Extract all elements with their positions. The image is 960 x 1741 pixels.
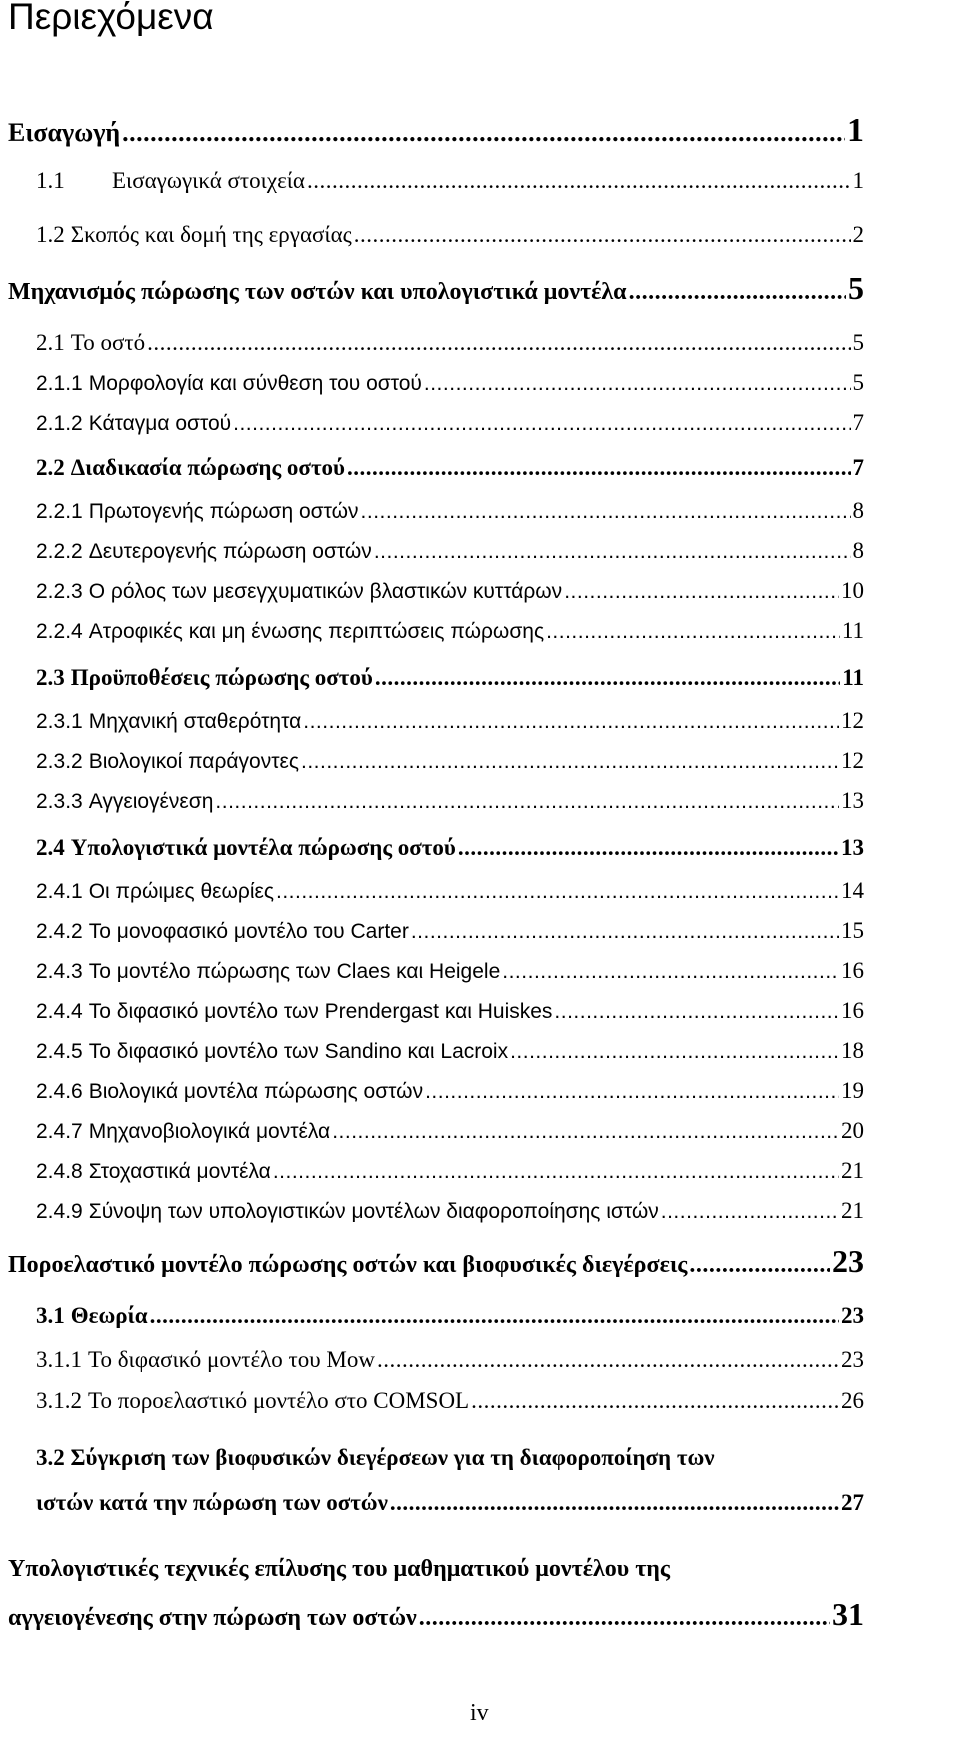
toc-entry-page: 13 [841,788,864,813]
toc-entry-subsection[interactable] [36,998,864,1024]
toc-entry-page: 16 [841,998,864,1023]
toc-entry-page: 5 [848,270,864,306]
toc-entry-number: 2.4.8 [36,1160,83,1183]
toc-entry-title: Εισαγωγικά στοιχεία [112,168,305,193]
toc-entry-number: 2.3.1 [36,710,83,733]
toc-entry-number: 1.2 [36,222,65,247]
toc-entry-page: 21 [841,1198,864,1223]
toc-entry-subsection[interactable] [36,410,864,436]
toc-entry-number: 2.4.2 [36,920,83,943]
toc-entry-page: 1 [847,112,864,149]
toc-entry-subsection[interactable] [36,878,864,904]
toc-entry-number: 3.1 [36,1303,65,1328]
toc-leader-dots [425,1080,839,1104]
page-title: Περιεχόμενα [8,0,214,37]
toc-entry-page: 23 [841,1347,864,1372]
toc-entry-title: Το ποροελαστικό μοντέλο στο COMSOL [88,1388,470,1413]
toc-entry-page: 1 [852,168,864,193]
toc-entry-title: Προϋποθέσεις πώρωσης οστού [70,665,373,690]
toc-leader-dots [502,960,839,984]
toc-entry-number: 2.4 [36,835,65,860]
toc-entry-title: Θεωρία [70,1303,148,1328]
toc-leader-dots [390,1490,839,1516]
toc-entry-title: Ο ρόλος των μεσεγχυματικών βλαστικών κυττάρων [88,580,563,603]
toc-entry-page: 15 [841,918,864,943]
toc-entry-page: 16 [841,958,864,983]
toc-leader-dots [301,750,839,774]
toc-entry-title: Μηχανισμός πώρωσης των οστών και υπολογιστικά μοντέλα [8,279,627,305]
toc-entry-subsection[interactable] [36,708,864,734]
toc-entry-subsection[interactable] [36,578,864,604]
toc-entry-title: Υπολογιστικά μοντέλα πώρωσης οστού [70,835,456,860]
toc-entry-page: 19 [841,1078,864,1103]
toc-leader-dots [661,1200,839,1224]
toc-entry-subsection[interactable] [36,788,864,814]
toc-entry-chapter[interactable] [8,1243,864,1280]
toc-entry-subsection[interactable] [36,1158,864,1184]
toc-entry-page: 27 [841,1490,864,1515]
toc-entry-subsection[interactable] [36,918,864,944]
toc-entry-subsection[interactable] [36,1118,864,1144]
toc-leader-dots [375,665,840,691]
toc-entry-title: Το διφασικό μοντέλο του Mow [88,1347,375,1372]
toc-entry-page: 5 [852,370,864,395]
toc-entry-subsection[interactable] [36,958,864,984]
toc-entry-number: 2.4.7 [36,1120,83,1143]
toc-entry-title: Σύνοψη των υπολογιστικών μοντέλων διαφοροποίησης ιστών [88,1200,659,1223]
toc-leader-dots [458,835,839,861]
toc-leader-dots [629,279,846,306]
toc-leader-dots [233,412,850,436]
toc-entry-number: 2.1.1 [36,372,83,395]
toc-entry-page: 8 [852,538,864,563]
toc-entry-subsection[interactable] [36,748,864,774]
toc-entry-subsection[interactable] [36,498,864,524]
toc-entry-title: Οι πρώιμες θεωρίες [88,880,274,903]
toc-entry-section[interactable] [36,835,864,861]
toc-entry-page: 13 [841,835,864,860]
toc-entry-page: 7 [852,410,864,435]
toc-leader-dots [354,222,851,248]
toc-entry-number: 2.3.2 [36,750,83,773]
toc-entry-title: Εισαγωγή [8,118,121,147]
toc-entry-chapter[interactable] [8,112,864,150]
toc-entry-title: Μηχανική σταθερότητα [88,710,302,733]
toc-entry-title-line1: 3.2 Σύγκριση των βιοφυσικών διεγέρσεων για τη διαφοροποίηση των [36,1445,715,1470]
toc-entry-title: Δευτερογενής πώρωση οστών [88,540,372,563]
toc-entry-number: 2.2.3 [36,580,83,603]
toc-entry-page: 2 [852,222,864,247]
toc-entry-section-multiline[interactable] [36,1445,715,1471]
toc-entry-page: 7 [852,455,864,480]
toc-entry-page: 20 [841,1118,864,1143]
toc-entry-number: 2.4.1 [36,880,83,903]
toc-leader-dots [424,372,851,396]
toc-entry-number: 2.3 [36,665,65,690]
toc-leader-dots [361,500,851,524]
toc-entry-chapter-continuation[interactable] [8,1596,864,1633]
toc-entry-subsection[interactable] [36,1198,864,1224]
toc-leader-dots [471,1388,839,1414]
toc-entry-page: 23 [841,1303,864,1328]
toc-entry-subsection[interactable] [36,618,864,644]
toc-entry-section[interactable] [36,330,864,356]
toc-leader-dots [303,710,839,734]
toc-entry-page: 12 [841,748,864,773]
toc-entry-title-line2: ιστών κατά την πώρωση των οστών [36,1490,388,1515]
toc-entry-page: 18 [841,1038,864,1063]
toc-entry-number: 2.1.2 [36,412,83,435]
toc-leader-dots [554,1000,839,1024]
toc-entry-title-line2: αγγειογένεσης στην πώρωση των οστών [8,1605,417,1631]
toc-entry-page: 31 [832,1596,864,1632]
toc-entry-section[interactable] [36,1303,864,1329]
toc-entry-page: 11 [841,618,864,643]
toc-entry-page: 10 [841,578,864,603]
toc-entry-number: 2.4.6 [36,1080,83,1103]
toc-entry-number: 1.1 [36,168,65,193]
toc-leader-dots [689,1252,830,1279]
toc-entry-subsection[interactable] [36,1347,864,1373]
page-number: iv [470,1700,489,1726]
toc-entry-chapter[interactable] [8,270,864,307]
toc-entry-section-continuation[interactable] [36,1490,864,1516]
toc-leader-dots [374,540,851,564]
toc-entry-number: 2.2.4 [36,620,83,643]
toc-leader-dots [122,118,845,148]
toc-entry-page: 8 [852,498,864,523]
toc-entry-number: 2.2.1 [36,500,83,523]
toc-leader-dots [377,1347,839,1373]
toc-entry-title-line1: Υπολογιστικές τεχνικές επίλυσης του μαθηματικού μοντέλου της [8,1556,671,1582]
toc-entry-number: 2.4.9 [36,1200,83,1223]
toc-entry-title: Στοχαστικά μοντέλα [88,1160,271,1183]
toc-leader-dots [564,580,839,604]
toc-leader-dots [276,880,839,904]
toc-leader-dots [307,168,851,194]
toc-entry-title: Αγγειογένεση [88,790,214,813]
toc-entry-number: 2.3.3 [36,790,83,813]
toc-entry-subsection[interactable] [36,538,864,564]
toc-entry-title: Σκοπός και δομή της εργασίας [70,222,352,247]
toc-entry-page: 5 [852,330,864,355]
toc-entry-page: 11 [842,665,864,690]
toc-entry-page: 23 [832,1243,864,1279]
toc-leader-dots [147,330,850,356]
toc-entry-subsection[interactable] [36,1388,864,1414]
toc-entry-title: Πρωτογενής πώρωση οστών [88,500,359,523]
toc-entry-number: 3.1.1 [36,1347,82,1372]
toc-entry-chapter-multiline[interactable] [8,1556,670,1583]
toc-entry-section[interactable] [36,455,864,481]
toc-entry-subsection[interactable] [36,1038,864,1064]
toc-entry-number: 2.4.3 [36,960,83,983]
toc-entry-section[interactable] [36,222,864,248]
toc-entry-title: Βιολογικοί παράγοντες [88,750,299,773]
toc-entry-number: 2.2.2 [36,540,83,563]
toc-leader-dots [419,1605,830,1632]
toc-entry-title: Βιολογικά μοντέλα πώρωσης οστών [88,1080,424,1103]
toc-entry-title: Το οστό [70,330,146,355]
toc-entry-title: Ατροφικές και μη ένωσης περιπτώσεις πώρωσης [88,620,545,643]
toc-entry-title: Το διφασικό μοντέλο των Prendergast και Huiskes [88,1000,553,1023]
toc-entry-subsection[interactable] [36,1078,864,1104]
toc-entry-title: Ποροελαστικό μοντέλο πώρωσης οστών και βιοφυσικές διεγέρσεις [8,1252,688,1278]
toc-leader-dots [347,455,851,481]
toc-entry-page: 21 [841,1158,864,1183]
toc-leader-dots [510,1040,839,1064]
toc-leader-dots [215,790,839,814]
toc-entry-title: Το μονοφασικό μοντέλο του Carter [88,920,409,943]
toc-entry-page: 14 [841,878,864,903]
toc-entry-title: Μηχανοβιολογικά μοντέλα [88,1120,331,1143]
toc-entry-page: 26 [841,1388,864,1413]
toc-entry-number: 2.1 [36,330,65,355]
toc-entry-number: 2.4.4 [36,1000,83,1023]
toc-leader-dots [273,1160,839,1184]
toc-leader-dots [546,620,840,644]
toc-leader-dots [150,1303,839,1329]
toc-entry-title: Κάταγμα οστού [88,412,232,435]
toc-leader-dots [332,1120,839,1144]
toc-entry-section[interactable] [36,665,864,691]
toc-entry-number: 2.2 [36,455,65,480]
toc-leader-dots [411,920,839,944]
toc-entry-title: Το μοντέλο πώρωσης των Claes και Heigele [88,960,501,983]
toc-entry-page: 12 [841,708,864,733]
toc-entry-number: 3.1.2 [36,1388,82,1413]
toc-entry-title: Το διφασικό μοντέλο των Sandino και Lacroix [88,1040,509,1063]
toc-entry-number: 2.4.5 [36,1040,83,1063]
toc-entry-subsection[interactable] [36,370,864,396]
toc-entry-title: Διαδικασία πώρωσης οστού [70,455,345,480]
toc-entry-title: Μορφολογία και σύνθεση του οστού [88,372,422,395]
toc-entry-section[interactable] [36,168,864,194]
